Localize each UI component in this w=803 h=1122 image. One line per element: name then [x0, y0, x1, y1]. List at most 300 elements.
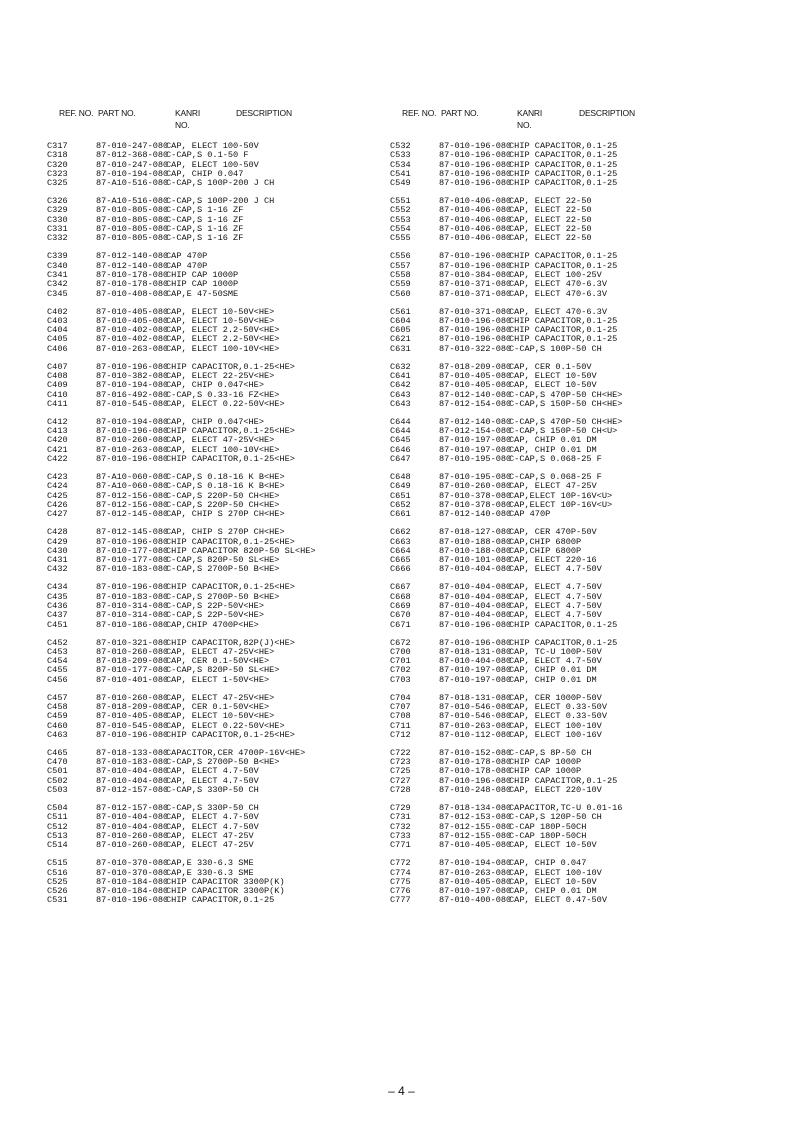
description: CAP, ELECT 220-10V [509, 785, 602, 796]
description: C-CAP,S 1-16 ZF [166, 205, 244, 216]
ref-no: C669 [390, 600, 411, 611]
ref-no: C649 [390, 481, 411, 492]
description: CAP, CHIP S 270P CH<HE> [166, 509, 285, 520]
part-no: 87-010-196-080 [439, 141, 512, 151]
description: CAP 470P [166, 260, 208, 271]
description: CAP, CER 0.1-50V<HE> [166, 656, 270, 667]
description: CHIP CAPACITOR,0.1-25 [509, 775, 618, 786]
description: CAP, ELECT 22-50 [509, 196, 592, 207]
ref-no: C662 [390, 527, 411, 538]
description: CAP, ELECT 100-50V [166, 159, 259, 170]
ref-no: C408 [47, 370, 68, 381]
part-no: 87-010-260-080 [439, 481, 512, 492]
part-no: 87-010-196-080 [439, 150, 512, 161]
part-no: 87-010-406-080 [439, 233, 512, 244]
part-no: 87-010-197-080 [439, 444, 512, 455]
ref-no: C345 [47, 288, 68, 299]
part-no: 87-010-196-080 [439, 260, 512, 271]
ref-no: C728 [390, 785, 411, 796]
description: CHIP CAPACITOR,0.1-25 [509, 325, 618, 336]
ref-no: C412 [47, 416, 68, 427]
part-no: 87-012-140-080 [439, 509, 512, 520]
part-no: 87-012-154-080 [439, 426, 512, 437]
ref-no: C558 [390, 269, 411, 280]
description: CAP, ELECT 0.22-50V<HE> [166, 398, 285, 409]
part-no: 87-010-805-080 [96, 214, 169, 225]
description: CAP, ELECT 10-50V<HE> [166, 711, 275, 722]
description: C-CAP,S 8P-50 CH [509, 747, 592, 758]
part-no: 87-010-177-080 [96, 555, 169, 566]
part-no: 87-010-196-080 [96, 582, 169, 593]
description: CHIP CAPACITOR,0.1-25 [509, 315, 618, 326]
description: CHIP CAPACITOR,0.1-25 [509, 168, 618, 179]
part-no: 87-010-196-080 [439, 251, 512, 262]
description: CAP,ELECT 10P-16V<U> [509, 490, 613, 501]
description: CHIP CAP 1000P [509, 757, 582, 768]
ref-no-header: REF. NO. [402, 108, 437, 118]
part-no: 87-010-194-080 [96, 168, 169, 179]
description: CHIP CAPACITOR,0.1-25<HE> [166, 361, 295, 372]
description: CAP,E 330-6.3 SME [166, 858, 254, 869]
ref-no: C651 [390, 490, 411, 501]
part-no: 87-010-370-080 [96, 867, 169, 878]
ref-no-header: REF. NO. [59, 108, 94, 118]
description: CAP, ELECT 1-50V<HE> [166, 674, 270, 685]
part-no: 87-010-196-080 [96, 729, 169, 740]
description: CAP, CHIP 0.01 DM [509, 674, 597, 685]
ref-no: C429 [47, 536, 68, 547]
part-no: 87-010-378-080 [439, 490, 512, 501]
description: C-CAP,S 2700P-50 B<HE> [166, 757, 280, 768]
description: CAP, ELECT 4.7-50V [166, 821, 259, 832]
ref-no: C452 [47, 637, 68, 648]
description: CAP, ELECT 470-6.3V [509, 306, 607, 317]
description: CHIP CAPACITOR 3300P(K) [166, 886, 285, 897]
ref-no: C641 [390, 370, 411, 381]
part-no: 87-010-405-080 [96, 306, 169, 317]
ref-no: C339 [47, 251, 68, 262]
ref-no: C723 [390, 757, 411, 768]
description: CAP, ELECT 0.22-50V<HE> [166, 720, 285, 731]
part-no: 87-018-133-080 [96, 747, 169, 758]
ref-no: C671 [390, 619, 411, 630]
part-no: 87-010-370-080 [96, 858, 169, 869]
ref-no: C404 [47, 325, 68, 336]
description: CAP, ELECT 100-10V [509, 867, 602, 878]
ref-no: C451 [47, 619, 68, 630]
description: CAP, CHIP 0.047 [166, 168, 244, 179]
ref-no: C604 [390, 315, 411, 326]
part-no: 87-010-196-080 [439, 637, 512, 648]
part-no: 87-010-400-080 [439, 895, 512, 906]
part-no: 87-010-405-080 [439, 840, 512, 851]
description: C-CAP,S 150P-50 CH<HE> [509, 398, 623, 409]
ref-no: C406 [47, 343, 68, 354]
description: CAP, CHIP 0.047<HE> [166, 416, 264, 427]
description: CAP, ELECT 47-25V<HE> [166, 692, 275, 703]
part-no: 87-010-404-080 [96, 766, 169, 777]
ref-no: C413 [47, 426, 68, 437]
description: CAP, ELECT 2.2-50V<HE> [166, 334, 280, 345]
ref-no: C424 [47, 481, 68, 492]
ref-no: C407 [47, 361, 68, 372]
ref-no: C646 [390, 444, 411, 455]
ref-no: C420 [47, 435, 68, 446]
description: CAP, ELECT 4.7-50V [166, 766, 259, 777]
part-no: 87-010-263-080 [96, 444, 169, 455]
description: CHIP CAPACITOR,0.1-25 [509, 251, 618, 262]
ref-no: C731 [390, 812, 411, 823]
description: CHIP CAPACITOR,0.1-25<HE> [166, 582, 295, 593]
ref-no: C670 [390, 610, 411, 621]
part-no: 87-010-196-080 [96, 895, 169, 906]
description: CHIP CAPACITOR,0.1-25 [509, 637, 618, 648]
ref-no: C501 [47, 766, 68, 777]
description: CAP, ELECT 47-25V [166, 830, 254, 841]
ref-no: C733 [390, 830, 411, 841]
description: CAP, ELECT 0.33-50V [509, 711, 607, 722]
part-no: 87-012-145-080 [96, 527, 169, 538]
part-no: 87-010-405-080 [96, 711, 169, 722]
description: C-CAP,S 100P-200 J CH [166, 196, 275, 207]
description: CAP,CHIP 4700P<HE> [166, 619, 259, 630]
part-no: 87-016-492-080 [96, 389, 169, 400]
ref-no: C436 [47, 600, 68, 611]
description: CAP, CHIP 0.047<HE> [166, 380, 264, 391]
ref-no: C533 [390, 150, 411, 161]
description: CAP, ELECT 10-50V [509, 840, 597, 851]
ref-no: C428 [47, 527, 68, 538]
description: C-CAP,S 120P-50 CH [509, 812, 602, 823]
ref-no: C727 [390, 775, 411, 786]
ref-no: C665 [390, 555, 411, 566]
description: CAP, ELECT 47-25V<HE> [166, 435, 275, 446]
description: CAP, ELECT 4.7-50V [509, 600, 602, 611]
part-no: 87-010-263-080 [96, 343, 169, 354]
description: CHIP CAPACITOR,0.1-25 [166, 895, 275, 906]
ref-no: C776 [390, 886, 411, 897]
description: CAP, ELECT 10-50V [509, 370, 597, 381]
part-no: 87-010-404-080 [96, 775, 169, 786]
part-no: 87-010-194-080 [439, 858, 512, 869]
description: CHIP CAPACITOR,0.1-25 [509, 178, 618, 189]
part-no: 87-012-140-080 [96, 260, 169, 271]
part-no: 87-010-260-080 [96, 840, 169, 851]
ref-no: C326 [47, 196, 68, 207]
part-no: 87-010-196-080 [439, 168, 512, 179]
description-header: DESCRIPTION [236, 108, 292, 118]
description: CHIP CAPACITOR,0.1-25<HE> [166, 536, 295, 547]
part-no: 87-010-194-080 [96, 380, 169, 391]
part-no: 87-010-177-080 [96, 665, 169, 676]
ref-no: C531 [47, 895, 68, 906]
ref-no: C511 [47, 812, 68, 823]
part-no: 87-018-209-080 [96, 702, 169, 713]
description: CAP, ELECT 0.33-50V [509, 702, 607, 713]
part-no: 87-010-197-080 [439, 665, 512, 676]
part-no: 87-010-384-080 [439, 269, 512, 280]
ref-no: C514 [47, 840, 68, 851]
part-no: 87-010-152-080 [439, 747, 512, 758]
description: CAP, CHIP S 270P CH<HE> [166, 527, 285, 538]
description: CAP, ELECT 100-10V<HE> [166, 343, 280, 354]
part-no: 87-012-155-080 [439, 821, 512, 832]
part-no: 87-010-177-080 [96, 545, 169, 556]
part-no: 87-010-805-080 [96, 233, 169, 244]
ref-no: C423 [47, 472, 68, 483]
description: CAP, CHIP 0.047 [509, 858, 587, 869]
part-no: 87-010-405-080 [439, 380, 512, 391]
ref-no: C437 [47, 610, 68, 621]
description: C-CAP,S 0.068-25 F [509, 472, 602, 483]
ref-no: C551 [390, 196, 411, 207]
description: CAP, ELECT 100-50V [166, 141, 259, 151]
description: CAP, ELECT 10-50V [509, 876, 597, 887]
description: CHIP CAPACITOR,82P(J)<HE> [166, 637, 295, 648]
description: C-CAP,S 0.18-16 K B<HE> [166, 472, 285, 483]
ref-no: C465 [47, 747, 68, 758]
part-no: 87-010-404-080 [439, 600, 512, 611]
part-no: 87-010-546-080 [439, 702, 512, 713]
part-no: 87-010-406-080 [439, 196, 512, 207]
description: C-CAP,S 1-16 ZF [166, 214, 244, 225]
part-no: 87-010-188-080 [439, 545, 512, 556]
part-no: 87-010-545-080 [96, 720, 169, 731]
ref-no: C516 [47, 867, 68, 878]
ref-no: C663 [390, 536, 411, 547]
ref-no: C455 [47, 665, 68, 676]
ref-no: C456 [47, 674, 68, 685]
description: CAP, ELECT 47-25V [166, 840, 254, 851]
ref-no: C427 [47, 509, 68, 520]
ref-no: C512 [47, 821, 68, 832]
description: CHIP CAPACITOR,0.1-25 [509, 159, 618, 170]
description: CAP, ELECT 47-25V<HE> [166, 646, 275, 657]
ref-no: C320 [47, 159, 68, 170]
description: CAP, ELECT 4.7-50V [509, 564, 602, 575]
ref-no: C621 [390, 334, 411, 345]
description: CAP, ELECT 470-6.3V [509, 288, 607, 299]
description: CAP, ELECT 4.7-50V [509, 591, 602, 602]
page-number: – 4 – [388, 1084, 415, 1098]
ref-no: C525 [47, 876, 68, 887]
ref-no: C553 [390, 214, 411, 225]
part-no: 87-010-260-080 [96, 830, 169, 841]
part-no: 87-010-183-080 [96, 757, 169, 768]
part-no: 87-010-805-080 [96, 205, 169, 216]
ref-no: C703 [390, 674, 411, 685]
part-no: 87-010-178-080 [96, 279, 169, 290]
part-no: 87-018-127-080 [439, 527, 512, 538]
description: CHIP CAP 1000P [166, 269, 239, 280]
ref-no: C425 [47, 490, 68, 501]
part-no: 87-010-184-080 [96, 876, 169, 887]
ref-no: C454 [47, 656, 68, 667]
ref-no: C722 [390, 747, 411, 758]
part-no: 87-010-371-080 [439, 306, 512, 317]
part-no: 87-010-194-080 [96, 416, 169, 427]
description: CAP, ELECT 100-16V [509, 729, 602, 740]
ref-no: C561 [390, 306, 411, 317]
part-no: 87-010-178-080 [439, 766, 512, 777]
ref-no: C642 [390, 380, 411, 391]
description: C-CAP,S 1-16 ZF [166, 233, 244, 244]
part-no: 87-010-196-080 [439, 775, 512, 786]
description: CAP, CER 0.1-50V [509, 361, 592, 372]
part-no: 87-012-140-080 [96, 251, 169, 262]
ref-no: C342 [47, 279, 68, 290]
description: CAP, ELECT 10-50V<HE> [166, 306, 275, 317]
part-no: 87-010-184-080 [96, 886, 169, 897]
ref-no: C434 [47, 582, 68, 593]
ref-no: C325 [47, 178, 68, 189]
ref-no: C672 [390, 637, 411, 648]
ref-no: C453 [47, 646, 68, 657]
description: CHIP CAPACITOR,0.1-25<HE> [166, 426, 295, 437]
ref-no: C331 [47, 224, 68, 235]
ref-no: C555 [390, 233, 411, 244]
description: CHIP CAPACITOR 3300P(K) [166, 876, 285, 887]
ref-no: C707 [390, 702, 411, 713]
ref-no: C432 [47, 564, 68, 575]
part-no: 87-012-156-080 [96, 490, 169, 501]
kanri-header: KANRI [517, 108, 542, 118]
part-no: 87-010-101-080 [439, 555, 512, 566]
part-no: 87-010-197-080 [439, 886, 512, 897]
ref-no: C774 [390, 867, 411, 878]
part-no: 87-010-404-080 [96, 812, 169, 823]
kanri-header: KANRI [175, 108, 200, 118]
part-no: 87-010-408-080 [96, 288, 169, 299]
description-header: DESCRIPTION [579, 108, 635, 118]
ref-no: C648 [390, 472, 411, 483]
ref-no: C504 [47, 803, 68, 814]
ref-no: C421 [47, 444, 68, 455]
description: CAP, ELECT 100-10V<HE> [166, 444, 280, 455]
ref-no: C340 [47, 260, 68, 271]
ref-no: C426 [47, 499, 68, 510]
part-no: 87-010-314-080 [96, 600, 169, 611]
part-no: 87-A10-516-080 [96, 178, 169, 189]
description: CAP 470P [166, 251, 208, 262]
part-no: 87-010-382-080 [96, 370, 169, 381]
part-no: 87-010-188-080 [439, 536, 512, 547]
part-no: 87-010-404-080 [439, 656, 512, 667]
part-no: 87-018-209-080 [96, 656, 169, 667]
ref-no: C702 [390, 665, 411, 676]
part-no: 87-012-155-080 [439, 830, 512, 841]
ref-no: C526 [47, 886, 68, 897]
description: CAP, CHIP 0.01 DM [509, 665, 597, 676]
description: CAP 470P [509, 509, 551, 520]
description: CAP, CHIP 0.01 DM [509, 886, 597, 897]
description: C-CAP,S 100P-200 J CH [166, 178, 275, 189]
description: C-CAP,S 330P-50 CH [166, 785, 259, 796]
ref-no: C402 [47, 306, 68, 317]
part-no: 87-010-183-080 [96, 564, 169, 575]
description: C-CAP,S 820P-50 SL<HE> [166, 555, 280, 566]
part-no: 87-010-406-080 [439, 214, 512, 225]
ref-no: C729 [390, 803, 411, 814]
part-no: 87-010-404-080 [439, 564, 512, 575]
description: CAP, ELECT 4.7-50V [509, 610, 602, 621]
ref-no: C549 [390, 178, 411, 189]
ref-no: C513 [47, 830, 68, 841]
ref-no: C557 [390, 260, 411, 271]
part-no: 87-010-404-080 [439, 591, 512, 602]
description: CAP, ELECT 22-50 [509, 214, 592, 225]
description: CHIP CAPACITOR,0.1-25 [509, 150, 618, 161]
ref-no: C559 [390, 279, 411, 290]
ref-no: C711 [390, 720, 411, 731]
description: C-CAP,S 330P-50 CH [166, 803, 259, 814]
description: CAP, TC-U 100P-50V [509, 646, 602, 657]
part-no: 87-010-322-080 [439, 343, 512, 354]
description: C-CAP,S 0.1-50 F [166, 150, 249, 161]
description: CAP, ELECT 47-25V [509, 481, 597, 492]
part-no: 87-010-263-080 [439, 720, 512, 731]
description: CHIP CAPACITOR,0.1-25<HE> [166, 729, 295, 740]
description: C-CAP,S 470P-50 CH<HE> [509, 389, 623, 400]
description: CAP, ELECT 22-50 [509, 205, 592, 216]
ref-no: C668 [390, 591, 411, 602]
description: CAP, ELECT 4.7-50V [509, 656, 602, 667]
description: CAP, ELECT 0.47-50V [509, 895, 607, 906]
ref-no: C430 [47, 545, 68, 556]
part-no: 87-010-196-080 [96, 426, 169, 437]
description: C-CAP,S 0.068-25 F [509, 454, 602, 465]
part-no: 87-010-405-080 [439, 876, 512, 887]
description: CHIP CAPACITOR,0.1-25<HE> [166, 454, 295, 465]
part-no: 87-012-157-080 [96, 803, 169, 814]
part-no: 87-010-401-080 [96, 674, 169, 685]
part-no: 87-010-196-080 [439, 334, 512, 345]
description: CHIP CAPACITOR,0.1-25 [509, 334, 618, 345]
description: C-CAP,S 0.18-16 K B<HE> [166, 481, 285, 492]
part-no: 87-010-402-080 [96, 325, 169, 336]
description: CAP,CHIP 6800P [509, 545, 582, 556]
ref-no: C341 [47, 269, 68, 280]
ref-no: C435 [47, 591, 68, 602]
part-no: 87-010-406-080 [439, 224, 512, 235]
ref-no: C460 [47, 720, 68, 731]
description: CAP, ELECT 22-50 [509, 233, 592, 244]
part-no: 87-018-209-080 [439, 361, 512, 372]
ref-no: C515 [47, 858, 68, 869]
ref-no: C422 [47, 454, 68, 465]
part-no: 87-010-371-080 [439, 279, 512, 290]
description: CAP,ELECT 10P-16V<U> [509, 499, 613, 510]
part-no: 87-010-260-080 [96, 646, 169, 657]
ref-no: C645 [390, 435, 411, 446]
part-no: 87-010-196-080 [439, 159, 512, 170]
description: CAP, CER 0.1-50V<HE> [166, 702, 270, 713]
ref-no: C661 [390, 509, 411, 520]
description: CAPACITOR,CER 4700P-16V<HE> [166, 747, 306, 758]
ref-no: C643 [390, 389, 411, 400]
ref-no: C463 [47, 729, 68, 740]
part-no: 87-010-196-080 [96, 536, 169, 547]
ref-no: C330 [47, 214, 68, 225]
part-no: 87-018-131-080 [439, 646, 512, 657]
ref-no: C409 [47, 380, 68, 391]
part-no: 87-010-186-080 [96, 619, 169, 630]
part-no: 87-010-247-080 [96, 141, 169, 151]
part-no: 87-010-196-080 [439, 315, 512, 326]
ref-no: C503 [47, 785, 68, 796]
part-no: 87-018-131-080 [439, 692, 512, 703]
description: C-CAP,S 22P-50V<HE> [166, 600, 264, 611]
